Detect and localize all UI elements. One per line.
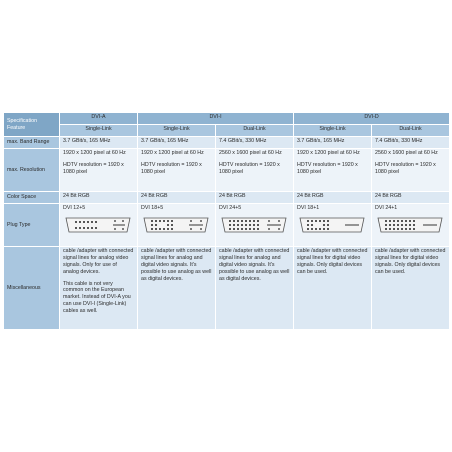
dvi-a-connector-icon xyxy=(63,215,133,235)
table-cell: cable /adapter with connected signal lines for analog and digital video signals. It's possible to use analog as well as digital devices. xyxy=(138,247,216,330)
subtype-dvi-d-dual: Dual-Link xyxy=(372,125,450,137)
table-cell xyxy=(138,149,216,192)
header-label: Specification Feature xyxy=(4,113,60,137)
table-cell: cable /adapter with connected signal lines for digital video signals. Only digital devices can be used. xyxy=(294,247,372,330)
table-cell: 24 Bit RGB xyxy=(372,192,450,204)
row-color-space xyxy=(4,192,450,204)
table-cell xyxy=(60,247,138,330)
plug-label: DVI 24+1 xyxy=(375,205,398,211)
row-label: Miscellaneous xyxy=(4,247,60,330)
resolution-line: 2560 x 1600 pixel at 60 Hz xyxy=(375,150,438,156)
misc-text: cable /adapter with connected signal lines for analog video signals. Only for use of analog devices. xyxy=(63,248,134,275)
dvi-i-dual-connector-icon xyxy=(219,215,289,235)
resolution-line: 1920 x 1200 pixel at 60 Hz xyxy=(297,150,360,156)
row-plug-type xyxy=(4,204,450,247)
row-label: max. Band Range xyxy=(4,137,60,149)
table-cell: 7.4 GBit/s, 330 MHz xyxy=(216,137,294,149)
dvi-spec-table xyxy=(3,112,450,330)
row-miscellaneous xyxy=(4,247,450,330)
subtype-dvi-i-dual: Dual-Link xyxy=(216,125,294,137)
header-row-subtypes xyxy=(4,125,450,137)
table-cell: 7.4 GBit/s, 330 MHz xyxy=(372,137,450,149)
group-dvi-a: DVI-A xyxy=(60,113,138,125)
hdtv-line: HDTV resolution = 1920 x 1080 pixel xyxy=(375,161,436,175)
resolution-line: 1920 x 1200 pixel at 60 Hz xyxy=(141,150,204,156)
resolution-line: 1920 x 1200 pixel at 60 Hz xyxy=(63,150,126,156)
hdtv-line: HDTV resolution = 1920 x 1080 pixel xyxy=(297,161,358,175)
plug-label: DVI 18+5 xyxy=(141,205,164,211)
table-cell xyxy=(294,149,372,192)
row-label: Plug Type xyxy=(4,204,60,247)
table-cell xyxy=(372,149,450,192)
dvi-d-single-connector-icon xyxy=(297,215,367,235)
table-cell xyxy=(216,204,294,247)
hdtv-line: HDTV resolution = 1920 x 1080 pixel xyxy=(219,161,280,175)
table-cell xyxy=(138,204,216,247)
table-cell xyxy=(60,204,138,247)
table-cell: 24 Bit RGB xyxy=(138,192,216,204)
table-cell xyxy=(294,204,372,247)
row-label: Color Space xyxy=(4,192,60,204)
table-cell: 24 Bit RGB xyxy=(294,192,372,204)
dvi-d-dual-connector-icon xyxy=(375,215,445,235)
plug-label: DVI 18+1 xyxy=(297,205,320,211)
subtype-dvi-d-single: Single-Link xyxy=(294,125,372,137)
group-dvi-i: DVI-I xyxy=(138,113,294,125)
table-cell: 24 Bit RGB xyxy=(60,192,138,204)
row-max-resolution xyxy=(4,149,450,192)
table-cell: 24 Bit RGB xyxy=(216,192,294,204)
table-cell: 3.7 GBit/s, 165 MHz xyxy=(138,137,216,149)
resolution-line: 2560 x 1600 pixel at 60 Hz xyxy=(219,150,282,156)
hdtv-line: HDTV resolution = 1920 x 1080 pixel xyxy=(63,161,124,175)
subtype-dvi-a: Single-Link xyxy=(60,125,138,137)
row-label: max. Resolution xyxy=(4,149,60,192)
table-cell xyxy=(216,149,294,192)
header-row-groups xyxy=(4,113,450,125)
table-cell: cable /adapter with connected signal lines for analog and digital video signals. It's possible to use analog as well as digital devices. xyxy=(216,247,294,330)
misc-note: This cable is not very common on the European market. Instead of DVI-A you can use DVI-I (Single-Link) cables as well. xyxy=(63,280,131,314)
plug-label: DVI 12+5 xyxy=(63,205,86,211)
hdtv-line: HDTV resolution = 1920 x 1080 pixel xyxy=(141,161,202,175)
subtype-dvi-i-single: Single-Link xyxy=(138,125,216,137)
group-dvi-d: DVI-D xyxy=(294,113,450,125)
plug-label: DVI 24+5 xyxy=(219,205,242,211)
table-cell: cable /adapter with connected signal lines for digital video signals. Only digital devices can be used. xyxy=(372,247,450,330)
table-cell: 3.7 GBit/s, 165 MHz xyxy=(294,137,372,149)
dvi-i-single-connector-icon xyxy=(141,215,211,235)
table-cell xyxy=(60,149,138,192)
table-cell: 3.7 GBit/s, 165 MHz xyxy=(60,137,138,149)
row-band-range xyxy=(4,137,450,149)
table-cell xyxy=(372,204,450,247)
